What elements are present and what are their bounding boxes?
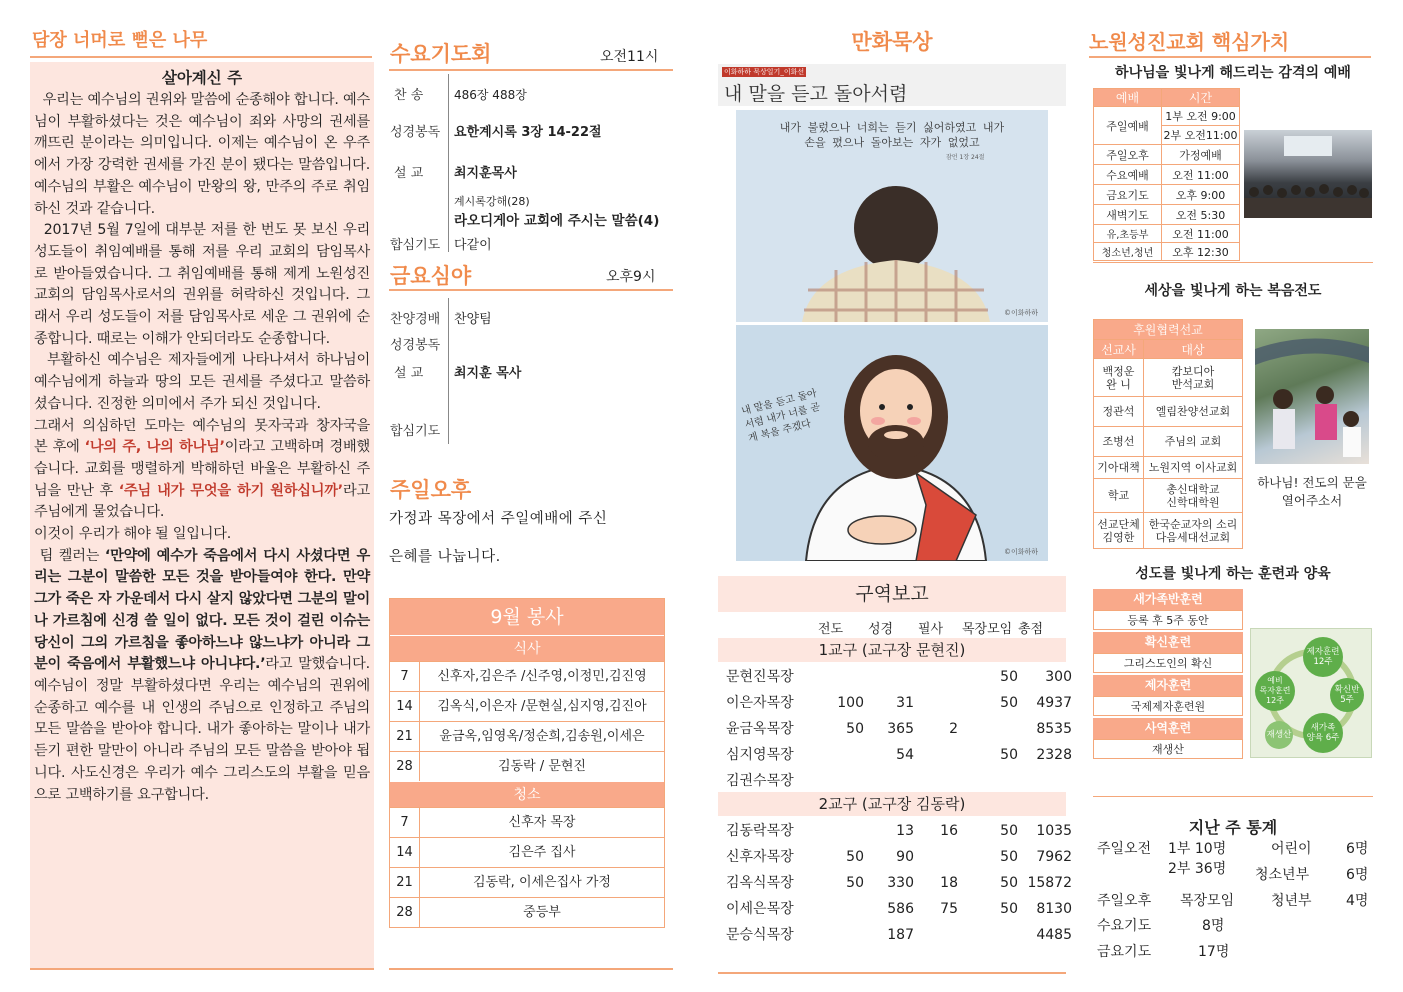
region-value: 4485 <box>1036 927 1072 943</box>
cartoon-section-title: 만화묵상 <box>851 30 933 54</box>
region-row <box>726 716 1072 742</box>
meal-header: 식사 <box>390 635 664 661</box>
stats-title: 지난 주 통계 <box>1188 818 1278 837</box>
cartoon-source-tag: 이화하하 묵상일기_이화선 <box>724 68 805 76</box>
region-value: 8535 <box>1036 721 1072 737</box>
service-date: 21 <box>390 722 420 751</box>
service-date: 21 <box>390 868 420 897</box>
training-desc: 그리스도인의 확신 <box>1093 653 1243 673</box>
mission-row <box>1094 359 1243 397</box>
training-item <box>1093 718 1243 759</box>
paragraph <box>34 220 370 350</box>
cartoon-credit: ©이화하하 <box>1004 309 1039 317</box>
highlight-quote: ‘나의 주, 나의 하나님’ <box>84 439 225 456</box>
region-name: 김동락목장 <box>726 823 794 839</box>
training-desc: 재생산 <box>1093 739 1243 759</box>
training-item <box>1093 589 1243 630</box>
region-value: 50 <box>1000 669 1018 685</box>
service-names: 김동락, 이세은집사 가정 <box>473 875 611 890</box>
stat-value: 6명 <box>1346 867 1369 883</box>
region-value: 2 <box>949 721 958 737</box>
mission-caption <box>1244 474 1380 510</box>
region-name: 신후자목장 <box>726 849 794 865</box>
region-value: 4937 <box>1036 695 1072 711</box>
service-date: 14 <box>390 838 420 867</box>
core-values-title: 노원성진교회 핵심가치 <box>1089 30 1290 54</box>
worship-time: 1부 오전 9:00 <box>1162 107 1240 126</box>
region-row <box>726 870 1072 896</box>
region-value: 54 <box>896 747 914 763</box>
service-row <box>390 897 664 927</box>
worship-table <box>1093 88 1240 261</box>
stat-value: 8명 <box>1202 918 1225 934</box>
training-name: 새가족반훈련 <box>1093 589 1243 610</box>
cartoon-panel-1 <box>736 110 1048 322</box>
sermon-title: 살아계신 주 <box>161 69 243 87</box>
region-value: 1035 <box>1036 823 1072 839</box>
region-row <box>726 742 1072 768</box>
worship-time: 오전 11:00 <box>1162 225 1240 243</box>
col-header: 대상 <box>1144 340 1243 359</box>
region-row <box>726 768 1066 794</box>
paragraph-text: 팀 켈러는 <box>39 547 105 564</box>
region-value: 7962 <box>1036 849 1072 865</box>
paragraph <box>34 546 370 806</box>
sunday-afternoon-text: 은혜를 나눕니다. <box>389 549 501 565</box>
cartoon-verse: 내가 불렀으나 너희는 듣기 싫어하였고 내가 손을 폈으나 돌아보는 자가 없었고 <box>779 121 1005 149</box>
worship-name: 유,초등부 <box>1094 225 1162 243</box>
prayer-label: 합심기도 <box>390 424 441 439</box>
training-name: 사역훈련 <box>1093 718 1243 739</box>
service-title: 9월 봉사 <box>390 599 664 635</box>
service-row <box>390 721 664 751</box>
service-row <box>390 691 664 721</box>
divider <box>389 289 673 291</box>
worship-time: 오전 5:30 <box>1162 205 1240 225</box>
region-value: 50 <box>1000 875 1018 891</box>
worship-name: 수요예배 <box>1094 165 1162 185</box>
divider <box>718 972 1066 974</box>
region-name: 김옥식목장 <box>726 875 794 891</box>
paragraph <box>34 90 370 220</box>
prayer-value: 다같이 <box>454 238 492 253</box>
mission-target: 엘림찬양선교회 <box>1144 397 1243 427</box>
region-value: 50 <box>846 875 864 891</box>
region-col-header: 목장모임 <box>962 622 1013 637</box>
divider <box>1093 262 1373 263</box>
service-table <box>389 598 665 928</box>
service-names: 윤금옥,임영옥/정순희,김송원,이세은 <box>439 729 645 744</box>
mission-table-title: 후원협력선교 <box>1094 320 1243 340</box>
region-value: 187 <box>887 927 914 943</box>
training-name: 제자훈련 <box>1093 675 1243 696</box>
stat-label: 수요기도 <box>1097 918 1152 934</box>
region-value: 50 <box>1000 849 1018 865</box>
region-title: 구역보고 <box>718 576 1066 612</box>
region-row <box>726 844 1072 870</box>
congregation-illustration <box>1244 130 1372 218</box>
region-group-header: 1교구 (교구장 문현진) <box>718 638 1066 662</box>
service-date: 28 <box>390 898 420 927</box>
worship-name: 청소년,청년 <box>1094 243 1162 261</box>
service-names: 중등부 <box>523 905 561 920</box>
reading-value: 요한계시록 3장 14-22절 <box>454 125 602 140</box>
sermon-title: 라오디게아 교회에 주시는 말씀(4) <box>454 213 660 229</box>
stat-value: 6명 <box>1346 841 1369 857</box>
region-name: 이세은목장 <box>726 901 794 917</box>
mission-row <box>1094 427 1243 457</box>
stat-label: 주일오후 <box>1097 893 1152 909</box>
praise-label: 찬양경배 <box>390 312 441 327</box>
stat-label: 청소년부 <box>1255 867 1310 883</box>
worship-name: 새벽기도 <box>1094 205 1162 225</box>
service-names: 김동락 / 문현진 <box>498 759 586 774</box>
region-value: 16 <box>940 823 958 839</box>
hymn-label: 찬 송 <box>394 88 424 103</box>
region-value: 90 <box>896 849 914 865</box>
region-value: 50 <box>1000 901 1018 917</box>
training-cycle-diagram <box>1250 628 1372 758</box>
preacher: 최지훈목사 <box>454 166 517 181</box>
region-value: 100 <box>837 695 864 711</box>
worship-photo <box>1244 130 1372 218</box>
training-name: 확신훈련 <box>1093 632 1243 653</box>
col-header: 시간 <box>1162 89 1240 107</box>
divider <box>30 968 374 970</box>
region-name: 문승식목장 <box>726 927 794 943</box>
paragraph-text: 이라고 고백하며 경배했습니다. 교회를 맹렬하게 박해하던 바울은 부활하신 주님을 만난 후 <box>34 439 370 499</box>
cycle-label: 확신반 5주 <box>1334 685 1360 705</box>
region-group-header: 2교구 (교구장 김동락) <box>718 792 1066 816</box>
region-value: 50 <box>1000 823 1018 839</box>
worship-time: 오전 11:00 <box>1162 165 1240 185</box>
stat-label: 어린이 <box>1271 841 1312 857</box>
mission-target: 주님의 교회 <box>1144 427 1243 457</box>
region-name: 윤금옥목장 <box>726 721 794 737</box>
paragraph-text: 이것이 우리가 해야 될 일입니다. <box>34 526 232 543</box>
region-value: 18 <box>940 875 958 891</box>
divider <box>389 968 673 970</box>
worship-name: 주일오후 <box>1094 145 1162 165</box>
cleaning-rows <box>390 807 664 927</box>
sermon-label: 설 교 <box>394 166 424 181</box>
evangelism-photo <box>1255 329 1369 464</box>
region-col-header: 전도 <box>818 622 844 637</box>
region-value: 365 <box>887 721 914 737</box>
mission-table <box>1093 319 1243 549</box>
highlight-quote: ‘주님 내가 무엇을 하기 원하십니까’ <box>118 482 343 499</box>
cartoon-panel-2 <box>736 325 1048 561</box>
col-header: 예배 <box>1094 89 1162 107</box>
stat-label: 주일오전 <box>1097 841 1152 857</box>
missionary: 선교단체 김영한 <box>1094 513 1144 549</box>
region-value: 300 <box>1045 669 1072 685</box>
service-row <box>390 867 664 897</box>
people-illustration <box>1255 329 1369 464</box>
paragraph-text: 그래서 의심하던 도마는 예수님의 못자국과 창자국을 본 후에 <box>34 417 370 456</box>
region-value: 8130 <box>1036 901 1072 917</box>
column-title: 담장 너머로 뻗은 나무 <box>32 30 208 51</box>
reading-label: 성경봉독 <box>390 125 441 140</box>
region-name: 김권수목장 <box>726 773 794 789</box>
region-row <box>726 664 1072 690</box>
divider <box>448 298 449 444</box>
mission-row <box>1094 457 1243 479</box>
divider <box>389 69 673 71</box>
col-header: 선교사 <box>1094 340 1144 359</box>
mission-target: 총신대학교 신학대학원 <box>1144 479 1243 513</box>
cartoon-verse-reference: 잠언 1장 24절 <box>946 154 985 161</box>
region-value: 50 <box>846 849 864 865</box>
bold-quote: ‘만약에 예수가 죽음에서 다시 사셨다면 우리는 그분이 말씀한 모든 것을 받아들여야 한다. 만약 그가 죽은 자 가운데서 다시 살지 않았다면 그분의 말이나 가르침에 신경 쓸 일이 없다. 모든 것이 걸린 이슈는 당신이 그의 가르침을 좋아하느냐 않느냐가 아니라 그분이 죽음에서 부활했느냐 아니냐다.’ <box>34 547 370 673</box>
worship-name: 주일예배 <box>1094 107 1162 145</box>
paragraph <box>34 416 370 525</box>
preacher: 최지훈 목사 <box>454 366 522 381</box>
worship-time: 오후 9:00 <box>1162 185 1240 205</box>
service-names: 김은주 집사 <box>508 845 576 860</box>
stat-value: 목장모임 <box>1180 893 1235 909</box>
worship-time: 오후 12:30 <box>1162 243 1240 261</box>
training-desc: 등록 후 5주 동안 <box>1093 610 1243 630</box>
service-date: 28 <box>390 752 420 781</box>
cycle-label: 재생산 <box>1266 730 1292 740</box>
mission-row <box>1094 513 1243 549</box>
paragraph <box>34 350 370 415</box>
paragraph <box>34 524 370 546</box>
service-row <box>390 837 664 867</box>
region-row <box>726 896 1072 922</box>
praise-value: 찬양팀 <box>454 312 492 327</box>
training-item <box>1093 675 1243 716</box>
region-name: 문현진목장 <box>726 669 794 685</box>
region-value: 15872 <box>1027 875 1072 891</box>
cartoon-caption-box <box>718 64 1066 106</box>
training-heading: 성도를 빛나게 하는 훈련과 양육 <box>1135 566 1331 582</box>
missionary: 정관석 <box>1094 397 1144 427</box>
cycle-label: 새가족 양육 6주 <box>1306 723 1340 743</box>
training-item <box>1093 632 1243 673</box>
friday-time: 오후9시 <box>606 269 656 285</box>
service-date: 7 <box>390 662 420 691</box>
worship-time: 가정예배 <box>1162 145 1240 165</box>
missionary: 기아대책 <box>1094 457 1144 479</box>
cartoon-dialog: 내 말을 듣고 돌아서렴 내가 너를 곧게 복을 주겠다 <box>740 388 822 445</box>
divider <box>448 74 449 252</box>
service-names: 신후자 목장 <box>508 815 576 830</box>
missionary: 학교 <box>1094 479 1144 513</box>
region-col-header: 총점 <box>1018 622 1044 637</box>
region-col-header: 성경 <box>868 622 894 637</box>
region-row <box>726 818 1072 844</box>
worship-time: 2부 오전11:00 <box>1162 126 1240 145</box>
region-value: 330 <box>887 875 914 891</box>
mission-rows <box>1094 359 1243 549</box>
mission-target: 노원지역 이사교회 <box>1144 457 1243 479</box>
sunday-afternoon-text: 가정과 목장에서 주일예배에 주신 <box>389 511 608 527</box>
reading-label: 성경봉독 <box>390 338 441 353</box>
worship-name: 금요기도 <box>1094 185 1162 205</box>
region-name: 심지영목장 <box>726 747 794 763</box>
missionary: 백정운 완 니 <box>1094 359 1144 397</box>
mission-target: 캄보디아 반석교회 <box>1144 359 1243 397</box>
paragraph-text: 라고 말했습니다. 예수님이 정말 부활하셨다면 우리는 예수님의 권위에 순종하고 예수를 내 인생의 주님으로 인정하고 주님의 모든 말씀을 받아야 합니다. 내가 좋아하는 말이나 내가 듣기 편한 말만이 아니라 주님의 모든 말씀을 받아야 됩니다. 사도신경은 우리가 예수 그리스도의 부활을 믿음으로 고백하기를 요구합니다. <box>34 656 370 803</box>
paragraph-text: 우리는 예수님의 권위와 말씀에 순종해야 합니다. 예수님이 부활하셨다는 것은 예수님이 죄와 사망의 권세를 깨뜨린 분이라는 의미입니다. 이제는 예수님이 온 우주에서 가장 강력한 권세를 가진 분이 됐다는 말씀입니다. 예수님의 부활은 예수님이 만왕의 왕, 만주의 주로 취임하신 것과 같습니다. <box>34 92 370 217</box>
cartoon-credit: ©이화하하 <box>1004 548 1039 556</box>
meal-rows <box>390 661 664 781</box>
friday-title: 금요심야 <box>390 264 472 288</box>
stat-value: 4명 <box>1346 893 1369 909</box>
service-row <box>390 807 664 837</box>
region-value: 2328 <box>1036 747 1072 763</box>
prayer-label: 합심기도 <box>390 238 441 253</box>
divider <box>1089 56 1371 58</box>
region-value: 50 <box>1000 695 1018 711</box>
mission-heading: 세상을 빛나게 하는 복음전도 <box>1144 283 1322 299</box>
sermon-label: 설 교 <box>394 366 424 381</box>
divider <box>1093 796 1373 797</box>
paragraph-text: 2017년 5월 7일에 대부분 저를 한 번도 못 보신 우리 성도들이 취임예배를 통해 저를 우리 교회의 담임목사로 받아들였습니다. 그 취임예배를 통해 제게 노원성진교회의 담임목사로서의 권위를 허락하신 것입니다. 그래서 우리 성도들이 저를 담임목사로 세운 그 권위에 순종합니다. 때로는 이해가 안되더라도 순종합니다. <box>34 222 370 347</box>
wednesday-time: 오전11시 <box>600 49 659 65</box>
service-date: 14 <box>390 692 420 721</box>
cartoon-caption: 내 말을 듣고 돌아서렴 <box>724 83 908 105</box>
cycle-label: 제자훈련 12주 <box>1306 647 1340 667</box>
mission-row <box>1094 397 1243 427</box>
region-value: 13 <box>896 823 914 839</box>
paragraph-text: 부활하신 예수님은 제자들에게 나타나셔서 하나님이 예수님에게 하늘과 땅의 모든 권세를 주셨다고 말씀하셨습니다. 진정한 의미에서 주가 되신 것입니다. <box>34 352 370 412</box>
service-row <box>390 751 664 781</box>
wednesday-title: 수요기도회 <box>390 42 492 66</box>
region-name: 이은자목장 <box>726 695 794 711</box>
sunday-afternoon-title: 주일오후 <box>390 478 472 502</box>
cycle-label: 예비 목자훈련 12주 <box>1259 676 1291 705</box>
worship-heading: 하나님을 빛나게 해드리는 감격의 예배 <box>1115 65 1351 81</box>
region-col-header: 필사 <box>918 622 944 637</box>
mission-caption-line: 하나님! 전도의 문을 <box>1257 475 1367 490</box>
cleaning-header: 청소 <box>390 781 664 807</box>
training-desc: 국제제자훈련원 <box>1093 696 1243 716</box>
mission-caption-line: 열어주소서 <box>1281 493 1343 508</box>
jesus-illustration <box>736 325 1048 561</box>
missionary: 조병선 <box>1094 427 1144 457</box>
region-value: 586 <box>887 901 914 917</box>
stat-value: 17명 <box>1198 944 1230 960</box>
service-names: 김옥식,이은자 /문현실,심지영,김진아 <box>437 699 647 714</box>
region-row <box>726 690 1072 716</box>
divider <box>30 56 372 58</box>
region-body <box>718 612 1072 972</box>
mission-row <box>1094 479 1243 513</box>
region-value: 50 <box>846 721 864 737</box>
region-value: 75 <box>940 901 958 917</box>
service-row <box>390 661 664 691</box>
region-row <box>726 922 1072 948</box>
sermon-box <box>30 62 374 968</box>
mission-target: 한국순교자의 소리 다음세대선교회 <box>1144 513 1243 549</box>
service-names: 신후자,김은주 /신주영,이정민,김진영 <box>437 669 647 684</box>
region-value: 31 <box>896 695 914 711</box>
hymn-value: 486장 488장 <box>454 88 527 102</box>
stat-value: 1부 10명 <box>1168 841 1227 857</box>
stat-label: 금요기도 <box>1097 944 1152 960</box>
service-date: 7 <box>390 808 420 837</box>
paragraph-text: 라고 주님에게 물었습니다. <box>34 482 370 521</box>
region-value: 50 <box>1000 747 1018 763</box>
region-report <box>718 576 1072 972</box>
stat-label: 청년부 <box>1271 893 1312 909</box>
stat-value: 2부 36명 <box>1168 861 1227 877</box>
sermon-series: 계시록강해(28) <box>454 195 530 208</box>
